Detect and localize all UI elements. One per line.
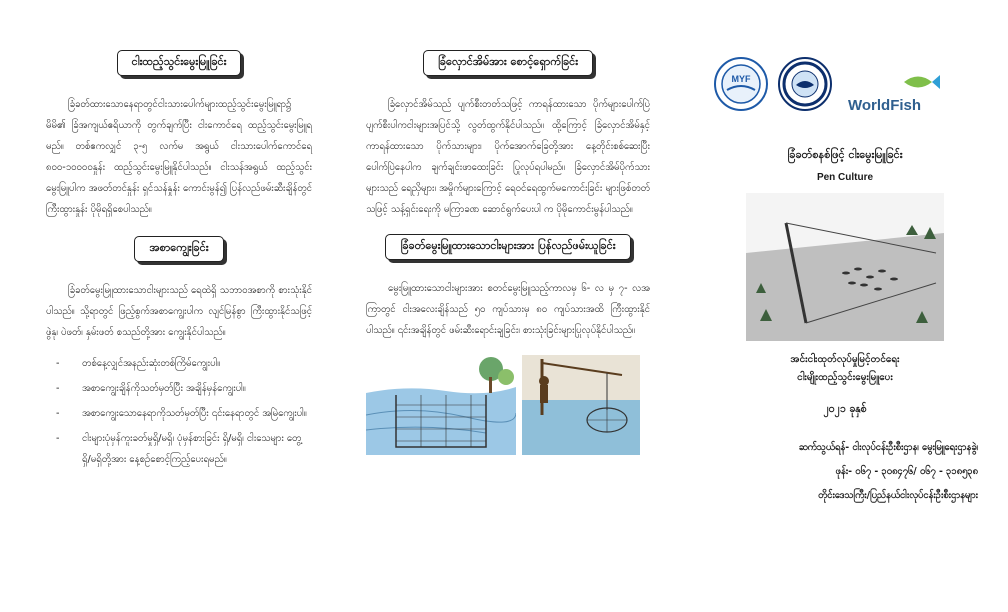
bullet-text: ငါးများပုံမှန်ကူးခတ်မှုရှိ/မရှိ၊ ပုံမှန်စားခြင်း ရှိ/မရှိ၊ ငါးသေများ တွေ့ ရှိ/မရှိတို့အား နေ့စဉ်စောင့်ကြည့်ပေးရမည်။ bbox=[82, 433, 302, 465]
publication-year: ၂၀၂၁ ခုနှစ် bbox=[823, 403, 867, 415]
list-item: - တစ်နေ့လျှင်အနည်းဆုံးတစ်ကြိမ်ကျွေးပါ။ bbox=[56, 353, 312, 374]
worldfish-logo bbox=[848, 54, 921, 114]
panel-left bbox=[0, 0, 336, 612]
brochure-title: ခြံခတ်စနစ်ဖြင့် ငါးမွေးမြူခြင်း bbox=[787, 148, 903, 161]
contact-line: တိုင်းဒေသကြီး/ပြည်နယ်ငါးလုပ်ငန်းဦးစီးဌာနများ bbox=[818, 490, 978, 501]
contact-line: ဖုန်း- ၀၆၇ - ၃၀၈၄၇၆/ ၀၆၇ - ၃၁၈၅၃၈ bbox=[835, 466, 978, 477]
contact-info bbox=[702, 436, 988, 508]
brochure-caption bbox=[702, 351, 988, 387]
heading-pen-maintenance: ခြံလှောင်အိမ်အား စောင့်ရှောက်ခြင်း bbox=[423, 50, 593, 76]
illustration-row bbox=[366, 355, 650, 455]
heading-feeding: အစာကျွေးခြင်း bbox=[134, 236, 223, 262]
bullet-text: တစ်နေ့လျှင်အနည်းဆုံးတစ်ကြိမ်ကျွေးပါ။ bbox=[82, 358, 221, 369]
fisheries-seal-icon bbox=[782, 61, 828, 107]
paragraph-stocking: ခြံခတ်ထားသောနေရာတွင်ငါးသားပေါက်များထည့်သွင်းမွေးမြူရာ၌ မိမိ၏ ခြံအကျယ်ဧရိယာကို တွက်ချက်ပြီး ငါးကောင်ရေ ထည့်သွင်းမွေးမြူရမည်။ တစ်ဧကလျှင် ၃-၅ လက်မ အရွယ် ငါးသားပေါက်ကောင်ရေ ၈၀၀-၁၀၀၀၀နှုန်း ထည့်သွင်းမွေးမြူနိုင်ပါသည်။ ငါးသန်အရွယ် ထည့်သွင်းမွေးမြူပါက အဖတ်တင်နှုန်း ရှင်သန်နှုန်း ကောင်းမွန်၍ ပြန်လည်ဖမ်းဆီးချိန်တွင် ကြီးထွားနှုန်း ပိုမိုရရှိစေပါသည်။ bbox=[46, 99, 312, 215]
harvesting-net-illustration bbox=[522, 355, 640, 455]
list-item: - ငါးများပုံမှန်ကူးခတ်မှုရှိ/မရှိ၊ ပုံမှန်စားခြင်း ရှိ/မရှိ၊ ငါးသေများ တွေ့ ရှိ/မရှိတို့အား နေ့စဉ်စောင့်ကြည့်ပေးရမည်။ bbox=[56, 428, 312, 470]
heading-harvesting: ခြံခတ်မွေးမြူထားသောငါးများအား ပြန်လည်ဖမ်းယူခြင်း bbox=[385, 234, 630, 260]
list-item: - အစာကျွေးသောနေရာကိုသတ်မှတ်ပြီး ၎င်းနေရာတွင် အမြဲကျွေးပါ။ bbox=[56, 403, 312, 424]
panel-middle bbox=[336, 0, 672, 612]
bullet-text: အစာကျွေးသောနေရာကိုသတ်မှတ်ပြီး ၎င်းနေရာတွင် အမြဲကျွေးပါ။ bbox=[82, 408, 307, 419]
worldfish-wordmark: WorldFish bbox=[848, 97, 922, 114]
paragraph-pen-maintenance: ခြံလှောင်အိမ်သည် ပျက်စီးတတ်သဖြင့် ကာရန်ထားသော ပိုက်များပေါက်ပြဲပျက်စီးပါကငါးများအပြင်သို့ လွတ်ထွက်နိုင်ပါသည်။ ထို့ကြောင့် ခြံလှောင်အိမ်နှင့် ကာရန်ထားသော ပိုက်သားများ၊ ပိုက်အောက်ခြေတို့အား နေ့တိုင်းစစ်ဆေးပြီး ပေါက်ပြဲနေပါက ချက်ချင်းဖာထေးခြင်း ပြုလုပ်ရပါမည်။ ခြံလှောင်အိမ်ပိုက်သားများသည် ရေညှိများ၊ အမှိုက်များကြောင့် ရေဝင်ရေထွက်မကောင်းခြင်း များဖြစ်တတ်သဖြင့် သန့်ရှင်းရေးကို မကြာခဏ ဆောင်ရွက်ပေးပါ က ပိုမိုကောင်းမွန်ပါသည်။ bbox=[366, 99, 650, 215]
feeding-bullet-list bbox=[46, 353, 312, 470]
worldfish-fish-icon bbox=[900, 69, 940, 95]
contact-line: ဆက်သွယ်ရန်- ငါးလုပ်ငန်းဦးစီးဌာန၊ မွေးမြူရေးဌာနခွဲ၊ bbox=[798, 442, 978, 453]
logo-row bbox=[702, 48, 988, 120]
heading-stocking: ငါးထည့်သွင်းမွေးမြူခြင်း bbox=[117, 50, 242, 76]
pen-culture-sketch bbox=[746, 193, 944, 341]
list-item: - အစာကျွေးချိန်ကိုသတ်မှတ်ပြီး အချိန်မှန်ကျွေးပါ။ bbox=[56, 378, 312, 399]
pen-in-water-illustration bbox=[366, 355, 516, 455]
panel-cover bbox=[672, 0, 1008, 612]
brochure-subtitle: Pen Culture bbox=[816, 172, 874, 183]
paragraph-harvesting: မွေးမြူထားသောငါးများအား စတင်မွေးမြူသည့်ကာလမှ ၆- လ မှ ၇- လအကြာတွင် ငါးအလေးချိန်သည် ၅၀ ကျပ်သားမှ ၈၀ ကျပ်သားအထိ ကြီးထွားနိုင်ပါသည်။ ၎င်းအချိန်တွင် ဖမ်းဆီးရောင်းချခြင်း၊ စားသုံးခြင်းများပြုလုပ်နိုင်ပါသည်။ bbox=[366, 283, 650, 336]
myf-logo bbox=[714, 57, 768, 111]
caption-line: ငါးမျိုးထည့်သွင်းမွေးမြူပေး bbox=[797, 372, 893, 383]
caption-line: အင်းငါးထုတ်လုပ်မှုမြင့်တင်ရေး bbox=[790, 354, 900, 365]
paragraph-feeding: ခြံခတ်မွေးမြူထားသောငါးများသည် ရေထဲရှိ သဘာဝအစာကို စားသုံးနိုင်ပါသည်။ သို့ရာတွင် ဖြည့်စွက်အစာကျွေးပါက လျင်မြန်စွာ ကြီးထွားနိုင်သဖြင့် ဖွဲနု၊ ပဲဖတ်၊ နှမ်းဖတ် စသည်တို့အား ကျွေးနိုင်ပါသည်။ bbox=[46, 285, 312, 338]
myf-logo-text: MYF bbox=[731, 74, 751, 84]
department-of-fisheries-logo bbox=[778, 57, 832, 111]
myf-emblem-icon bbox=[719, 62, 763, 106]
bullet-text: အစာကျွေးချိန်ကိုသတ်မှတ်ပြီး အချိန်မှန်ကျွေးပါ။ bbox=[82, 383, 246, 394]
